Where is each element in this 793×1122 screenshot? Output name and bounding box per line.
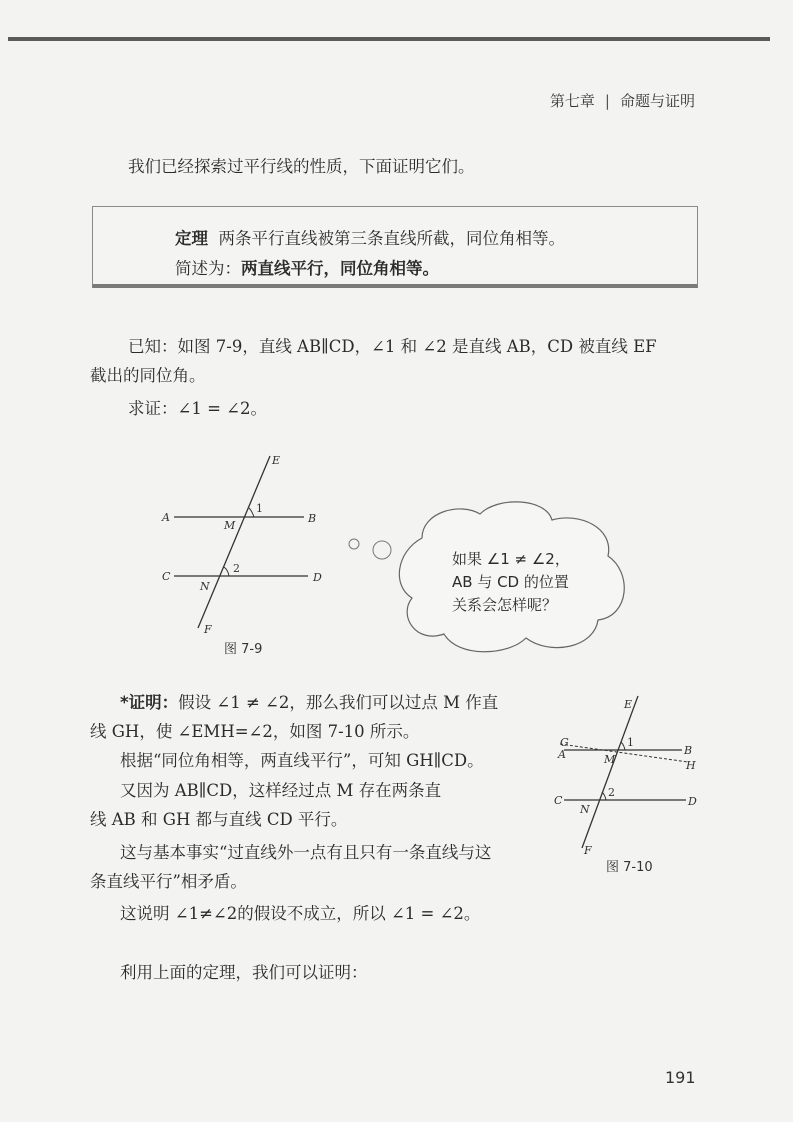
- label-f: F: [584, 844, 592, 857]
- theorem-label: 定理: [175, 229, 208, 248]
- prove-statement: 求证：∠1 = ∠2。: [128, 399, 267, 418]
- proof-paragraph-3-line-2: 线 AB 和 GH 都与直线 CD 平行。: [90, 810, 348, 829]
- angle-1-arc: [249, 508, 254, 517]
- label-h: H: [686, 759, 696, 772]
- given-line-2: 截出的同位角。: [90, 366, 206, 385]
- figure-7-9-caption: 图 7-9: [224, 642, 263, 657]
- label-d: D: [688, 795, 697, 808]
- bubble-line-1: 如果 ∠1 ≠ ∠2，: [452, 550, 570, 568]
- bubble-line-3: 关系会怎样呢？: [452, 596, 558, 614]
- proof-paragraph-2: 根据“同位角相等，两直线平行”，可知 GH∥CD。: [120, 751, 484, 770]
- label-d: D: [313, 571, 322, 584]
- theorem-box: [92, 206, 698, 288]
- proof-paragraph-1-line-2: 线 GH，使 ∠EMH=∠2，如图 7-10 所示。: [90, 722, 420, 741]
- label-angle-2: 2: [608, 786, 615, 799]
- figure-7-10: [550, 690, 710, 860]
- label-f: F: [204, 623, 212, 636]
- proof-paragraph-5: 这说明 ∠1≠∠2的假设不成立，所以 ∠1 = ∠2。: [120, 904, 481, 923]
- line-ef: [582, 696, 638, 848]
- proof-label: 证明：: [128, 693, 179, 712]
- angle-2-arc: [224, 567, 229, 576]
- label-c: C: [162, 570, 171, 583]
- header-separator: |: [604, 92, 610, 110]
- chapter-title: 命题与证明: [619, 92, 695, 110]
- label-angle-1: 1: [627, 736, 634, 749]
- proof-paragraph-1-line-1: [120, 688, 498, 717]
- chapter-label: 第七章: [549, 92, 595, 110]
- label-b: B: [308, 512, 317, 525]
- figure-7-9: [160, 448, 340, 658]
- given-line-1: 已知：如图 7-9，直线 AB∥CD，∠1 和 ∠2 是直线 AB，CD 被直线 EF: [128, 337, 657, 356]
- label-c: C: [554, 794, 563, 807]
- label-a: A: [558, 748, 566, 761]
- proof-p1-rest: 假设 ∠1 ≠ ∠2，那么我们可以过点 M 作直: [178, 693, 499, 712]
- label-angle-1: 1: [256, 502, 263, 515]
- angle-2-arc: [602, 792, 606, 800]
- label-b: B: [684, 744, 693, 757]
- line-ef: [198, 456, 270, 628]
- label-e: E: [624, 698, 633, 711]
- page-number: 191: [665, 1068, 696, 1087]
- bubble-line-2: AB 与 CD 的位置: [452, 573, 569, 591]
- theorem-short-text: 两直线平行，同位角相等。: [241, 259, 439, 278]
- label-n: N: [200, 580, 210, 593]
- theorem-statement: [175, 225, 565, 249]
- page-header: [550, 90, 695, 111]
- label-e: E: [272, 454, 281, 467]
- label-a: A: [162, 511, 170, 524]
- theorem-short-prefix: 简述为：: [175, 259, 241, 278]
- intro-text: 我们已经探索过平行线的性质，下面证明它们。: [128, 157, 475, 176]
- proof-paragraph-4-line-2: 条直线平行”相矛盾。: [90, 872, 247, 891]
- closing-text: 利用上面的定理，我们可以证明：: [120, 963, 368, 982]
- angle-1-arc: [621, 742, 625, 750]
- label-g: G: [560, 736, 569, 749]
- label-m: M: [604, 753, 616, 766]
- theorem-short: [175, 255, 439, 279]
- top-rule: [8, 37, 770, 41]
- label-n: N: [580, 803, 590, 816]
- proof-paragraph-4-line-1: 这与基本事实“过直线外一点有且只有一条直线与这: [120, 843, 492, 862]
- label-angle-2: 2: [233, 562, 240, 575]
- theorem-text: 两条平行直线被第三条直线所截，同位角相等。: [218, 229, 565, 248]
- figure-7-10-caption: 图 7-10: [606, 860, 653, 875]
- label-m: M: [224, 519, 236, 532]
- proof-paragraph-3-line-1: 又因为 AB∥CD，这样经过点 M 存在两条直: [120, 781, 442, 800]
- thought-bubble-text: [452, 548, 570, 617]
- proof-star: *: [120, 693, 129, 712]
